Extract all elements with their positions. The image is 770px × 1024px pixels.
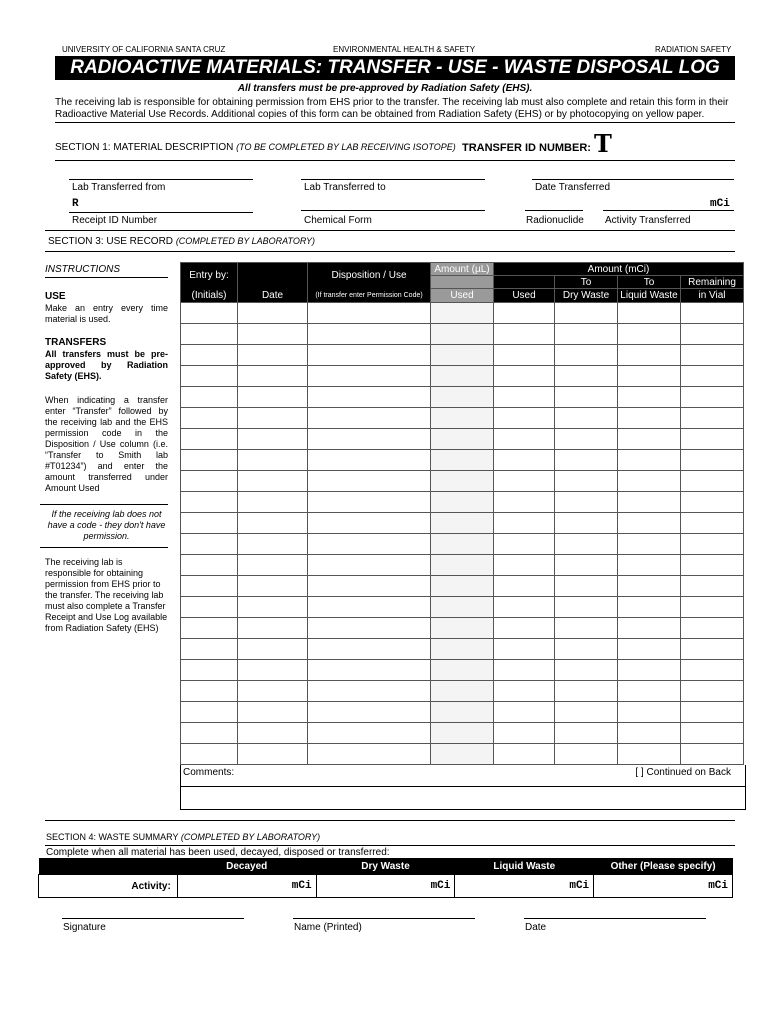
table-cell[interactable]	[308, 576, 431, 597]
entry-by-header	[181, 263, 238, 289]
used-ul-header: Used	[431, 289, 494, 303]
disposition-note: (If transfer enter Permission Code)	[308, 289, 431, 303]
divider	[40, 504, 168, 505]
table-cell[interactable]	[308, 408, 431, 429]
table-cell[interactable]	[494, 429, 555, 450]
table-cell[interactable]	[494, 303, 555, 324]
table-cell[interactable]	[238, 513, 308, 534]
table-cell[interactable]	[308, 387, 431, 408]
table-cell[interactable]	[618, 492, 681, 513]
department-label: ENVIRONMENTAL HEALTH & SAFETY	[333, 45, 476, 54]
lab-from-field[interactable]	[69, 179, 253, 180]
table-cell[interactable]	[181, 345, 238, 366]
initials-header: (Initials)	[181, 289, 238, 303]
table-cell[interactable]	[181, 387, 238, 408]
table-cell[interactable]	[308, 492, 431, 513]
receipt-id-label: Receipt ID Number	[72, 215, 158, 226]
divider	[45, 845, 735, 846]
table-cell[interactable]	[618, 303, 681, 324]
table-cell[interactable]	[238, 324, 308, 345]
table-cell[interactable]	[618, 702, 681, 723]
table-cell[interactable]	[431, 366, 494, 387]
signature-label: Signature	[63, 922, 106, 933]
table-cell[interactable]	[681, 744, 744, 765]
table-cell[interactable]	[681, 303, 744, 324]
table-cell[interactable]	[681, 660, 744, 681]
other-header: Other (Please specify)	[594, 858, 733, 875]
table-cell[interactable]	[555, 618, 618, 639]
table-cell[interactable]	[494, 387, 555, 408]
table-cell[interactable]	[618, 345, 681, 366]
table-cell[interactable]	[238, 429, 308, 450]
table-cell[interactable]	[238, 618, 308, 639]
table-cell[interactable]	[181, 450, 238, 471]
table-cell[interactable]	[681, 471, 744, 492]
entry-by-label: Entry by:	[189, 270, 229, 282]
use-text: Make an entry every time material is used.	[45, 303, 168, 324]
table-cell[interactable]	[308, 723, 431, 744]
table-cell[interactable]	[181, 597, 238, 618]
table-cell[interactable]	[555, 576, 618, 597]
table-cell[interactable]	[181, 723, 238, 744]
table-row	[181, 450, 744, 471]
table-cell[interactable]	[618, 324, 681, 345]
table-cell[interactable]	[681, 618, 744, 639]
activity-unit: mCi	[710, 198, 730, 210]
table-cell[interactable]	[494, 366, 555, 387]
radionuclide-label: Radionuclide	[526, 215, 584, 226]
table-cell[interactable]	[431, 345, 494, 366]
divider	[45, 251, 735, 252]
radionuclide-field[interactable]	[525, 210, 583, 211]
form-title: RADIOACTIVE MATERIALS: TRANSFER - USE - WASTE DISPOSAL LOG	[55, 56, 735, 80]
table-row	[181, 471, 744, 492]
table-cell[interactable]	[494, 408, 555, 429]
section4-heading	[46, 832, 320, 842]
table-cell[interactable]	[308, 450, 431, 471]
table-cell[interactable]	[618, 450, 681, 471]
table-cell[interactable]	[308, 555, 431, 576]
intro-paragraph: The receiving lab is responsible for obtaining permission from EHS prior to the transfer. The receiving lab must also complete and retain this form in their Radioactive Material Use Records. Additional copies of this form can be obtained from Radiation Safety (EHS) or by photocopying on yellow paper.	[55, 97, 729, 120]
transfers-bold-text: All transfers must be pre-approved by Radiation Safety (EHS).	[45, 349, 168, 381]
table-cell[interactable]	[308, 702, 431, 723]
lab-from-label: Lab Transferred from	[72, 182, 166, 193]
divider	[55, 122, 735, 123]
table-cell[interactable]	[555, 744, 618, 765]
table-cell[interactable]	[181, 744, 238, 765]
date-transferred-label: Date Transferred	[535, 182, 611, 193]
table-cell[interactable]	[555, 681, 618, 702]
instructions-title: INSTRUCTIONS	[45, 264, 120, 275]
table-cell[interactable]	[431, 618, 494, 639]
table-cell[interactable]	[494, 324, 555, 345]
table-cell[interactable]	[681, 534, 744, 555]
table-cell[interactable]	[681, 324, 744, 345]
table-row	[181, 534, 744, 555]
table-cell[interactable]	[181, 576, 238, 597]
table-cell[interactable]	[618, 576, 681, 597]
table-cell[interactable]	[181, 702, 238, 723]
disposition-label: Disposition / Use	[331, 270, 407, 282]
table-cell[interactable]	[308, 345, 431, 366]
name-label: Name (Printed)	[294, 922, 362, 933]
table-cell[interactable]	[308, 660, 431, 681]
table-cell[interactable]	[238, 408, 308, 429]
chemical-form-label: Chemical Form	[304, 215, 372, 226]
table-cell[interactable]	[494, 576, 555, 597]
table-cell[interactable]	[308, 513, 431, 534]
table-cell[interactable]	[681, 639, 744, 660]
table-cell[interactable]	[681, 576, 744, 597]
receiving-text: The receiving lab is responsible for obtaining permission from EHS prior to the transfer. The receiving lab must also complete a Transfer Receipt and Use Log available from Radiation Safety (EHS)	[45, 557, 168, 633]
unit: mCi	[708, 880, 728, 892]
divider	[55, 160, 735, 161]
table-cell[interactable]	[494, 681, 555, 702]
table-cell[interactable]	[618, 660, 681, 681]
table-cell[interactable]	[308, 681, 431, 702]
section3-label: SECTION 3: USE RECORD	[48, 236, 174, 247]
table-cell[interactable]	[431, 492, 494, 513]
table-cell[interactable]	[555, 303, 618, 324]
table-cell[interactable]	[681, 723, 744, 744]
table-cell[interactable]	[181, 660, 238, 681]
table-cell[interactable]	[431, 408, 494, 429]
table-cell[interactable]	[181, 681, 238, 702]
table-cell[interactable]	[681, 387, 744, 408]
divider	[40, 547, 168, 548]
table-cell[interactable]	[181, 534, 238, 555]
table-cell[interactable]	[555, 429, 618, 450]
table-cell[interactable]	[555, 324, 618, 345]
table-row	[181, 639, 744, 660]
transfers-title: TRANSFERS	[45, 337, 107, 348]
section4-note: (COMPLETED BY LABORATORY)	[180, 832, 321, 842]
date-field[interactable]	[524, 918, 706, 919]
table-cell[interactable]	[681, 450, 744, 471]
table-cell[interactable]	[238, 576, 308, 597]
liquid-waste-header: Liquid Waste	[618, 289, 681, 303]
table-row	[181, 513, 744, 534]
table-cell[interactable]	[181, 366, 238, 387]
table-cell[interactable]	[618, 555, 681, 576]
table-row	[181, 618, 744, 639]
section1-note: (TO BE COMPLETED BY LAB RECEIVING ISOTOPE)	[236, 142, 456, 152]
table-cell[interactable]	[555, 660, 618, 681]
decayed-cell[interactable]	[177, 875, 316, 898]
table-row	[181, 324, 744, 345]
table-cell[interactable]	[618, 387, 681, 408]
receipt-id-field[interactable]	[69, 212, 253, 213]
table-cell[interactable]	[618, 681, 681, 702]
office-label: RADIATION SAFETY	[655, 45, 732, 54]
lab-to-label: Lab Transferred to	[304, 182, 386, 193]
used-mci-header-top	[494, 276, 555, 289]
table-cell[interactable]	[431, 303, 494, 324]
receipt-prefix: R	[72, 198, 79, 210]
dry-waste-header: Dry Waste	[555, 289, 618, 303]
remaining-header: Remaining	[681, 276, 744, 289]
continued-on-back[interactable]: [ ] Continued on Back	[635, 767, 731, 778]
table-cell[interactable]	[681, 345, 744, 366]
comments-label: Comments:	[183, 767, 235, 778]
table-cell[interactable]	[555, 450, 618, 471]
used-ul-header-top	[431, 276, 494, 289]
table-cell[interactable]	[238, 639, 308, 660]
table-cell[interactable]	[555, 534, 618, 555]
table-cell[interactable]	[431, 471, 494, 492]
table-cell[interactable]	[181, 429, 238, 450]
table-cell[interactable]	[181, 492, 238, 513]
table-cell[interactable]	[494, 723, 555, 744]
table-cell[interactable]	[555, 723, 618, 744]
decayed-header: Decayed	[177, 858, 316, 875]
table-cell[interactable]	[618, 639, 681, 660]
table-cell[interactable]	[494, 702, 555, 723]
table-cell[interactable]	[494, 534, 555, 555]
table-cell[interactable]	[308, 471, 431, 492]
table-cell[interactable]	[681, 702, 744, 723]
table-cell[interactable]	[618, 513, 681, 534]
transfers-text: When indicating a transfer enter “Transfer” followed by the receiving lab and the EHS permission code in the Disposition / Use column (i.e. “Transfer to Smith lab #T01234”) and enter the amount transferred under Amount Used	[45, 395, 168, 493]
table-cell[interactable]	[308, 744, 431, 765]
table-cell[interactable]	[681, 555, 744, 576]
to-dry-header: To	[555, 276, 618, 289]
table-cell[interactable]	[431, 513, 494, 534]
liquid-waste-summary-header: Liquid Waste	[455, 858, 594, 875]
unit: mCi	[291, 880, 312, 892]
section1-heading	[55, 142, 456, 153]
unit: mCi	[569, 880, 590, 892]
table-cell[interactable]	[681, 513, 744, 534]
divider	[181, 786, 745, 787]
table-cell[interactable]	[181, 471, 238, 492]
table-cell[interactable]	[618, 618, 681, 639]
table-cell[interactable]	[618, 408, 681, 429]
table-cell[interactable]	[308, 597, 431, 618]
table-cell[interactable]	[681, 681, 744, 702]
table-row	[181, 366, 744, 387]
table-cell[interactable]	[494, 660, 555, 681]
table-cell[interactable]	[681, 366, 744, 387]
table-cell[interactable]	[618, 744, 681, 765]
table-cell[interactable]	[308, 639, 431, 660]
amount-mci-group: Amount (mCi)	[494, 263, 744, 276]
table-cell[interactable]	[555, 345, 618, 366]
table-cell[interactable]	[431, 576, 494, 597]
divider	[45, 277, 168, 278]
table-cell[interactable]	[494, 492, 555, 513]
table-cell[interactable]	[681, 492, 744, 513]
table-cell[interactable]	[181, 618, 238, 639]
date-label: Date	[525, 922, 547, 933]
table-cell[interactable]	[555, 639, 618, 660]
section3-note: (COMPLETED BY LABORATORY)	[175, 236, 316, 246]
signature-field[interactable]	[62, 918, 244, 919]
table-cell[interactable]	[238, 345, 308, 366]
other-cell[interactable]	[594, 875, 733, 898]
use-title: USE	[45, 291, 66, 302]
transfer-id-prefix: T	[594, 129, 612, 158]
table-cell[interactable]	[494, 597, 555, 618]
table-cell[interactable]	[431, 744, 494, 765]
table-cell[interactable]	[238, 702, 308, 723]
table-cell[interactable]	[494, 618, 555, 639]
table-cell[interactable]	[555, 408, 618, 429]
table-cell[interactable]	[555, 513, 618, 534]
table-cell[interactable]	[238, 744, 308, 765]
table-cell[interactable]	[431, 450, 494, 471]
table-row	[181, 702, 744, 723]
table-cell[interactable]	[494, 639, 555, 660]
waste-summary-table	[38, 858, 733, 898]
table-cell[interactable]	[555, 555, 618, 576]
table-row	[181, 387, 744, 408]
table-cell[interactable]	[238, 471, 308, 492]
table-cell[interactable]	[494, 744, 555, 765]
table-row	[181, 492, 744, 513]
table-cell[interactable]	[238, 555, 308, 576]
table-cell[interactable]	[681, 429, 744, 450]
name-field[interactable]	[293, 918, 475, 919]
table-cell[interactable]	[618, 534, 681, 555]
table-cell[interactable]	[181, 303, 238, 324]
section4-label: SECTION 4: WASTE SUMMARY	[46, 832, 179, 842]
table-cell[interactable]	[181, 324, 238, 345]
table-cell[interactable]	[238, 723, 308, 744]
table-cell[interactable]	[181, 513, 238, 534]
table-row	[181, 597, 744, 618]
table-cell[interactable]	[494, 513, 555, 534]
table-cell[interactable]	[308, 618, 431, 639]
summary-blank-header	[39, 858, 178, 875]
table-cell[interactable]	[555, 702, 618, 723]
activity-label: Activity:	[39, 875, 178, 898]
date-header	[238, 263, 308, 289]
university-label: UNIVERSITY OF CALIFORNIA SANTA CRUZ	[62, 45, 226, 54]
table-cell[interactable]	[681, 408, 744, 429]
chemical-form-field[interactable]	[301, 210, 485, 211]
table-cell[interactable]	[238, 660, 308, 681]
table-cell[interactable]	[431, 723, 494, 744]
table-cell[interactable]	[238, 387, 308, 408]
table-cell[interactable]	[618, 597, 681, 618]
table-cell[interactable]	[618, 429, 681, 450]
table-cell[interactable]	[618, 366, 681, 387]
lab-to-field[interactable]	[301, 179, 485, 180]
table-cell[interactable]	[494, 345, 555, 366]
transfer-id-label: TRANSFER ID NUMBER:	[462, 142, 591, 154]
table-cell[interactable]	[555, 387, 618, 408]
divider	[45, 230, 735, 231]
table-cell[interactable]	[431, 639, 494, 660]
table-cell[interactable]	[238, 492, 308, 513]
liquid-waste-cell[interactable]	[455, 875, 594, 898]
section4-instruction: Complete when all material has been used, decayed, disposed or transferred:	[46, 847, 390, 858]
activity-field[interactable]	[603, 210, 734, 211]
to-liquid-header: To	[618, 276, 681, 289]
comments-box[interactable]	[180, 765, 746, 810]
table-cell[interactable]	[618, 723, 681, 744]
table-cell[interactable]	[555, 471, 618, 492]
unit: mCi	[430, 880, 451, 892]
table-cell[interactable]	[238, 450, 308, 471]
dry-waste-summary-header: Dry Waste	[316, 858, 455, 875]
disposition-header	[308, 263, 431, 289]
table-row	[181, 303, 744, 324]
table-cell[interactable]	[238, 534, 308, 555]
table-cell[interactable]	[238, 597, 308, 618]
table-cell[interactable]	[681, 597, 744, 618]
table-cell[interactable]	[618, 471, 681, 492]
table-row	[181, 723, 744, 744]
table-cell[interactable]	[431, 555, 494, 576]
used-mci-header: Used	[494, 289, 555, 303]
date-label: Date	[238, 289, 308, 303]
table-cell[interactable]	[308, 303, 431, 324]
table-cell[interactable]	[308, 534, 431, 555]
table-cell[interactable]	[238, 303, 308, 324]
dry-waste-cell[interactable]	[316, 875, 455, 898]
table-cell[interactable]	[494, 471, 555, 492]
table-row	[181, 681, 744, 702]
in-vial-header: in Vial	[681, 289, 744, 303]
form-subtitle: All transfers must be pre-approved by Radiation Safety (EHS).	[237, 83, 533, 94]
table-row	[181, 555, 744, 576]
amount-ul-group: Amount (µL)	[431, 263, 494, 276]
table-cell[interactable]	[431, 660, 494, 681]
table-row	[181, 429, 744, 450]
table-row	[181, 744, 744, 765]
use-record-table	[180, 262, 744, 765]
table-cell[interactable]	[308, 324, 431, 345]
table-cell[interactable]	[238, 681, 308, 702]
table-cell[interactable]	[431, 597, 494, 618]
table-cell[interactable]	[494, 555, 555, 576]
table-cell[interactable]	[308, 429, 431, 450]
table-cell[interactable]	[181, 639, 238, 660]
table-cell[interactable]	[431, 702, 494, 723]
table-cell[interactable]	[494, 450, 555, 471]
table-cell[interactable]	[431, 681, 494, 702]
table-cell[interactable]	[308, 366, 431, 387]
section3-heading	[48, 236, 315, 247]
table-row	[181, 660, 744, 681]
table-cell[interactable]	[181, 555, 238, 576]
table-cell[interactable]	[555, 597, 618, 618]
table-cell[interactable]	[431, 324, 494, 345]
table-row	[181, 576, 744, 597]
section1-label: SECTION 1: MATERIAL DESCRIPTION	[55, 142, 234, 153]
table-cell[interactable]	[431, 429, 494, 450]
table-cell[interactable]	[181, 408, 238, 429]
no-code-note: If the receiving lab does not have a code - they don't have permission.	[47, 509, 166, 541]
divider	[45, 820, 735, 821]
table-cell[interactable]	[238, 366, 308, 387]
table-cell[interactable]	[431, 534, 494, 555]
date-transferred-field[interactable]	[532, 179, 734, 180]
table-cell[interactable]	[431, 387, 494, 408]
table-row	[181, 345, 744, 366]
activity-transferred-label: Activity Transferred	[605, 215, 691, 226]
table-row	[181, 408, 744, 429]
table-cell[interactable]	[555, 492, 618, 513]
table-cell[interactable]	[555, 366, 618, 387]
